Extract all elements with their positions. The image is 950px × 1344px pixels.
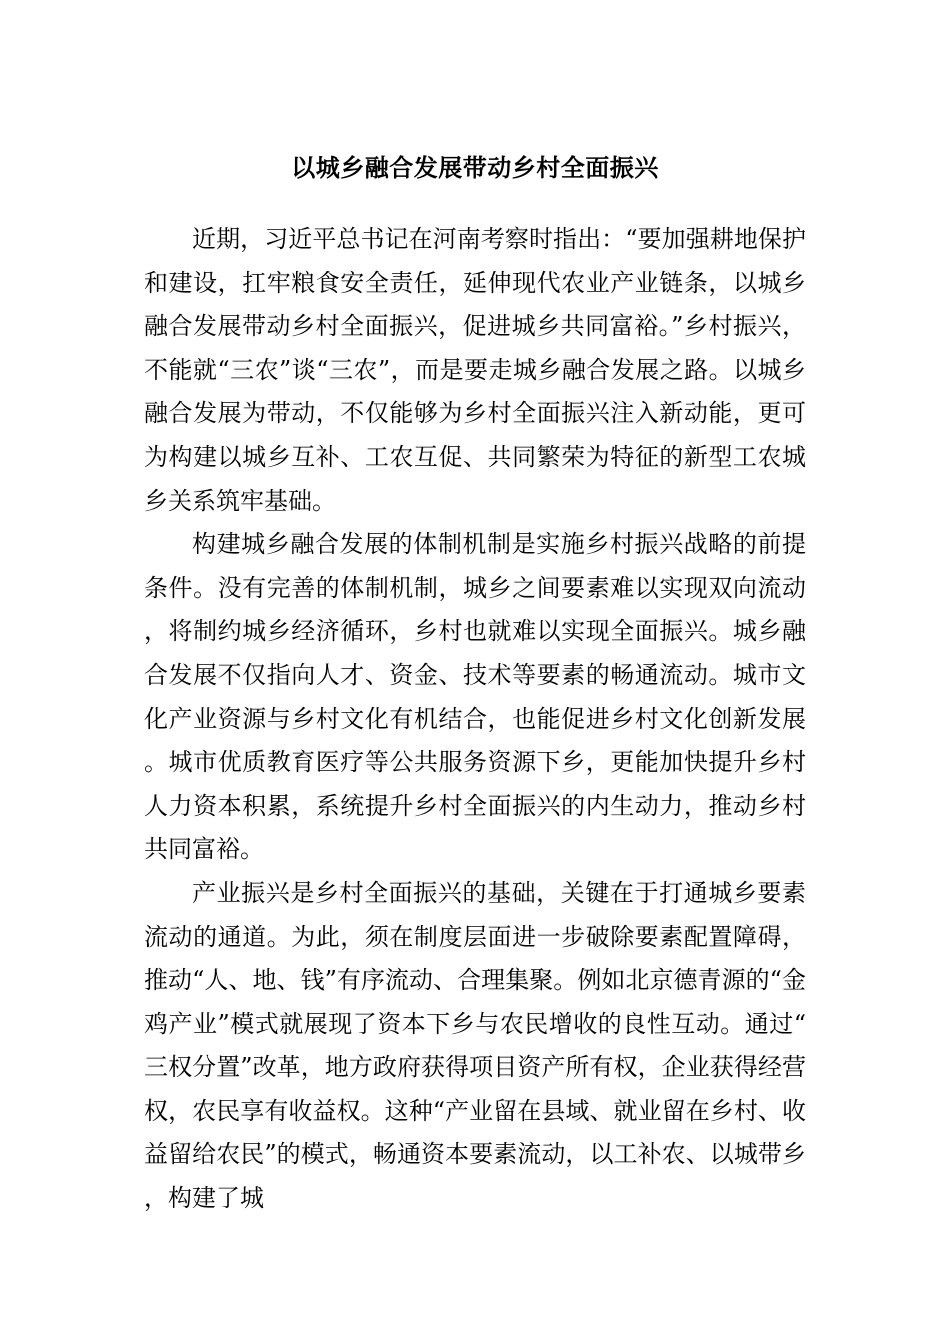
paragraph-3: 产业振兴是乡村全面振兴的基础，关键在于打通城乡要素流动的通道。为此，须在制度层面进一步破除要素配置障碍，推动“人、地、钱”有序流动、合理集聚。例如北京德青源的“金鸡产业”模式就展现了资本下乡与农民增收的良性互动。通过“三权分置”改革，地方政府获得项目资产所有权，企业获得经营权，农民享有收益权。这种“产业留在县域、就业留在乡村、收益留给农民”的模式，畅通资本要素流动，以工补农、以城带乡，构建了城 bbox=[144, 878, 806, 1213]
document-body bbox=[144, 218, 806, 1221]
paragraph-1: 近期，习近平总书记在河南考察时指出：“要加强耕地保护和建设，扛牢粮食安全责任，延伸现代农业产业链条，以城乡融合发展带动乡村全面振兴，促进城乡共同富裕。”乡村振兴，不能就“三农”谈“三农”，而是要走城乡融合发展之路。以城乡融合发展为带动，不仅能够为乡村全面振兴注入新动能，更可为构建以城乡互补、工农互促、共同繁荣为特征的新型工农城乡关系筑牢基础。 bbox=[144, 225, 806, 515]
paragraph-2: 构建城乡融合发展的体制机制是实施乡村振兴战略的前提条件。没有完善的体制机制，城乡之间要素难以实现双向流动，将制约城乡经济循环，乡村也就难以实现全面振兴。城乡融合发展不仅指向人才、资金、技术等要素的畅通流动。城市文化产业资源与乡村文化有机结合，也能促进乡村文化创新发展。城市优质教育医疗等公共服务资源下乡，更能加快提升乡村人力资本积累，系统提升乡村全面振兴的内生动力，推动乡村共同富裕。 bbox=[144, 530, 806, 864]
document-title: 以城乡融合发展带动乡村全面振兴 bbox=[291, 153, 659, 182]
